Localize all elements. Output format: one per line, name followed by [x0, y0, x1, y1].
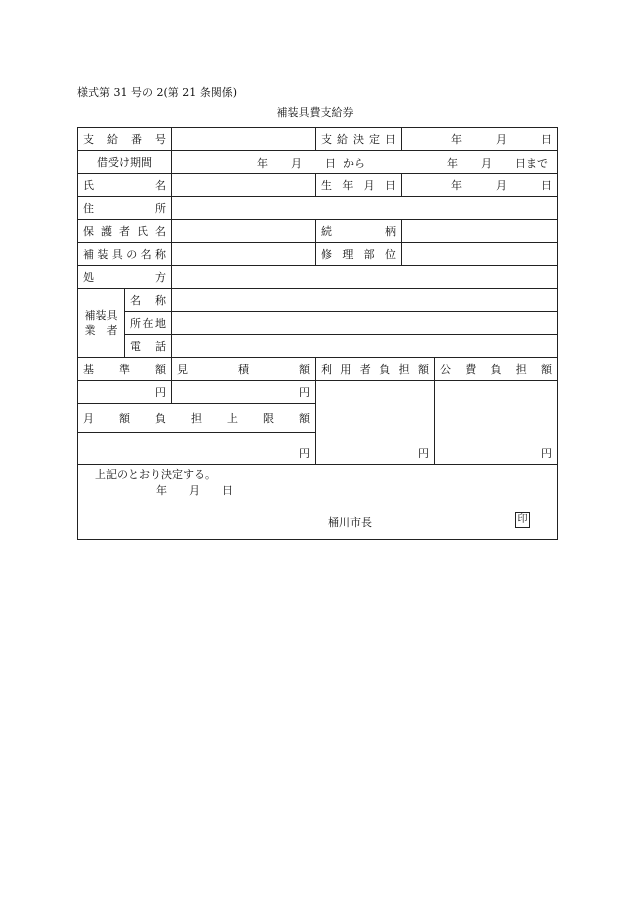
- day-mark: 日: [222, 484, 233, 497]
- field-vendor-phone[interactable]: [172, 335, 558, 358]
- row-support-number: [78, 128, 558, 151]
- year-mark: 年: [451, 133, 462, 146]
- field-name[interactable]: [172, 174, 316, 197]
- mayor-title: 桶川市長: [328, 516, 372, 529]
- decision-block: [78, 465, 558, 540]
- form-number-header: 様式第 31 号の 2(第 21 条関係): [77, 86, 238, 99]
- label-guardian-name: 保護者氏名: [78, 220, 172, 243]
- label-lending-period: 借受け期間: [78, 151, 172, 174]
- label-standard-amount: 基 準 額: [78, 358, 172, 381]
- row-guardian: [78, 220, 558, 243]
- label-vendor-phone: 電 話: [125, 335, 172, 358]
- field-repair-part[interactable]: [402, 243, 558, 266]
- label-repair-part: 修 理 部 位: [316, 243, 402, 266]
- label-monthly-cap: 月額負担上限額: [78, 404, 316, 433]
- row-address: [78, 197, 558, 220]
- month-mark: 月: [496, 133, 507, 146]
- label-device-name: 補装具の名称: [78, 243, 172, 266]
- row-device: [78, 243, 558, 266]
- label-relationship: 続 柄: [316, 220, 402, 243]
- seal-box: 印: [515, 512, 530, 528]
- year-mark: 年: [156, 484, 167, 497]
- row-lending-period: [78, 151, 558, 174]
- label-vendor-name: 名 称: [125, 289, 172, 312]
- decision-date-line: [156, 482, 233, 498]
- field-monthly-cap[interactable]: [78, 433, 316, 465]
- field-standard-amount[interactable]: [78, 381, 172, 404]
- month-mark: 月: [189, 484, 200, 497]
- label-user-burden: 利用者負担額: [316, 358, 435, 381]
- field-estimate-amount[interactable]: [172, 381, 316, 404]
- label-prescription: 処 方: [78, 266, 172, 289]
- from-label: から: [343, 157, 365, 170]
- from-year-mark: 年: [257, 157, 268, 170]
- label-public-burden: 公費負担額: [435, 358, 558, 381]
- label-vendor-group: 補装具 業 者: [78, 289, 125, 358]
- day-mark: 日: [541, 179, 552, 192]
- year-mark: 年: [451, 179, 462, 192]
- label-name: 氏 名: [78, 174, 172, 197]
- label-decision-date: 支給決定日: [316, 128, 402, 151]
- row-vendor-name: [78, 289, 558, 312]
- form-title: 補装具費支給券: [276, 106, 354, 119]
- field-public-burden[interactable]: [435, 381, 558, 465]
- row-prescription: [78, 266, 558, 289]
- field-prescription[interactable]: [172, 266, 558, 289]
- from-month-mark: 月: [291, 157, 302, 170]
- field-support-number[interactable]: [172, 128, 316, 151]
- yen-mark: 円: [299, 447, 310, 460]
- month-mark: 月: [496, 179, 507, 192]
- voucher-table: [77, 127, 558, 540]
- to-month-mark: 月: [481, 157, 492, 170]
- label-vendor-location: 所在地: [125, 312, 172, 335]
- row-name: [78, 174, 558, 197]
- field-device-name[interactable]: [172, 243, 316, 266]
- row-amount-values: [78, 381, 558, 404]
- label-birth-date: 生 年 月 日: [316, 174, 402, 197]
- until-label: 日まで: [515, 157, 548, 170]
- label-estimate-amount: 見 積 額: [172, 358, 316, 381]
- row-decision: [78, 465, 558, 540]
- day-mark: 日: [541, 133, 552, 146]
- field-birth-date[interactable]: [402, 174, 558, 197]
- field-decision-date[interactable]: [402, 128, 558, 151]
- yen-mark: 円: [418, 447, 429, 460]
- field-address[interactable]: [172, 197, 558, 220]
- field-vendor-location[interactable]: [172, 312, 558, 335]
- field-user-burden[interactable]: [316, 381, 435, 465]
- label-address: 住 所: [78, 197, 172, 220]
- field-relationship[interactable]: [402, 220, 558, 243]
- label-support-number: 支 給 番 号: [78, 128, 172, 151]
- field-lending-period[interactable]: [172, 151, 558, 174]
- field-guardian-name[interactable]: [172, 220, 316, 243]
- decision-statement: 上記のとおり決定する。: [95, 468, 216, 481]
- to-year-mark: 年: [447, 157, 458, 170]
- field-vendor-name[interactable]: [172, 289, 558, 312]
- yen-mark: 円: [155, 386, 166, 399]
- yen-mark: 円: [299, 386, 310, 399]
- row-vendor-phone: [78, 335, 558, 358]
- yen-mark: 円: [541, 447, 552, 460]
- row-vendor-location: [78, 312, 558, 335]
- from-day-mark: 日: [325, 157, 336, 170]
- row-amount-headings: [78, 358, 558, 381]
